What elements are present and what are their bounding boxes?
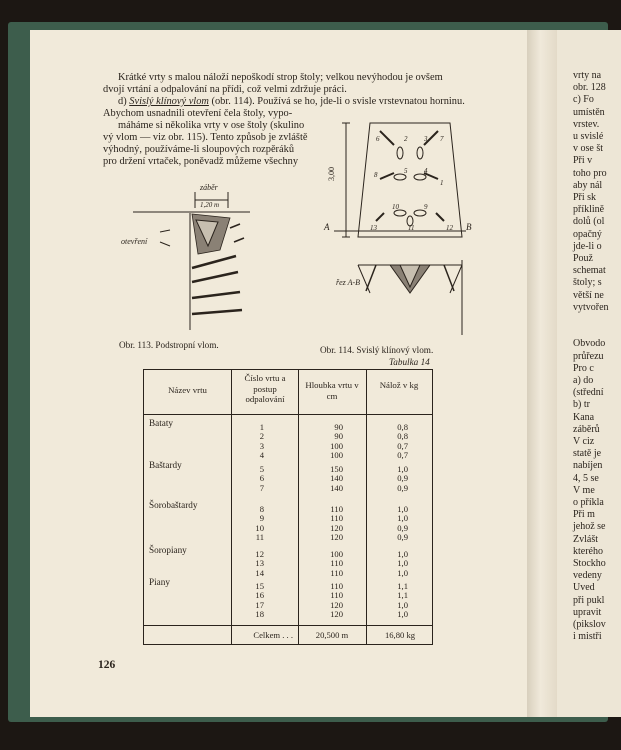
- table-cell: 7: [259, 482, 264, 493]
- table-cell: 120: [330, 608, 343, 619]
- right-page-line: obr. 128: [573, 82, 606, 94]
- table-cell: 18: [255, 608, 264, 619]
- right-page-line: vytvořen: [573, 301, 609, 313]
- figure-113-caption: Obr. 113. Podstropní vlom.: [119, 340, 219, 350]
- right-page-line: jde-li o: [573, 240, 602, 252]
- right-page-line: větší ne: [573, 289, 604, 301]
- hole-label: 5: [404, 167, 408, 175]
- total-label: Celkem . . .: [253, 630, 293, 640]
- right-page-line: při pukl: [573, 594, 605, 606]
- table-cell: 10: [255, 522, 264, 533]
- table-cell: 140: [330, 482, 343, 493]
- right-page-line: opačný: [573, 228, 602, 240]
- group-name: Bataty: [149, 418, 173, 428]
- table-cell: 2: [259, 431, 264, 442]
- table-cell: 12: [255, 549, 264, 559]
- table-cell: 100: [330, 549, 343, 559]
- col-header: Číslo vrtu a postup odpalování: [244, 373, 286, 404]
- hole-label: 6: [376, 135, 380, 143]
- table-rule: [144, 414, 432, 415]
- right-page-line: Uved: [573, 582, 595, 594]
- total-depth: 20,500 m: [315, 630, 349, 640]
- table-cell: 110: [330, 504, 343, 514]
- table-cell: 150: [330, 464, 343, 474]
- hole-label: 7: [440, 135, 444, 143]
- table-cell: 1,0: [397, 504, 408, 514]
- table-cell: 1,0: [397, 599, 408, 610]
- right-page: [557, 30, 621, 717]
- right-page-line: V ciz: [573, 436, 595, 447]
- group-name: Baštardy: [149, 460, 182, 470]
- hole-label: 3: [424, 135, 428, 143]
- table-cell: 14: [255, 567, 264, 578]
- right-page-line: Při sk: [573, 192, 597, 203]
- table-cell: 1,1: [397, 581, 408, 591]
- hole-label: 2: [404, 135, 408, 143]
- table-cell: 110: [330, 567, 343, 578]
- table-cell: 1,0: [397, 558, 408, 569]
- table-cell: 6: [259, 473, 264, 484]
- right-page-line: vrstev.: [573, 118, 600, 130]
- table-title: Tabulka 14: [389, 357, 430, 367]
- group-name: Piany: [149, 577, 170, 587]
- hole-label: 10: [392, 203, 399, 211]
- table-cell: 0,8: [397, 422, 408, 432]
- table-cell: 0,9: [397, 531, 408, 542]
- figure-113-drawing: [100, 180, 260, 335]
- table-cell: 110: [330, 513, 343, 524]
- right-page-line: Při v: [573, 155, 593, 167]
- table-cell: 110: [330, 581, 343, 591]
- table-rule: [298, 370, 299, 644]
- table-cell: 0,7: [397, 440, 408, 451]
- table-cell: 120: [330, 531, 343, 542]
- hole-label: 8: [374, 171, 378, 179]
- label-otevreni: otevření: [121, 237, 148, 246]
- table-cell: 11: [255, 531, 264, 542]
- group-name: Šorobaštardy: [149, 500, 198, 510]
- label-height: 3,00: [327, 167, 336, 181]
- paragraph-line: pro držení vrtaček, poněvadž můžeme všechny: [103, 156, 299, 167]
- right-page-line: (pikslov: [573, 619, 606, 630]
- col-header: Hloubka vrtu v cm: [305, 380, 359, 401]
- table-cell: 4: [259, 449, 264, 460]
- table-cell: 90: [334, 431, 343, 442]
- col-header: Nálož v kg: [379, 380, 419, 390]
- right-page-line: jehož se: [573, 521, 606, 533]
- right-page-line: statě je: [573, 448, 602, 460]
- figure-114-caption: Obr. 114. Svislý klínový vlom.: [320, 345, 434, 355]
- right-page-line: i mistři: [573, 631, 602, 643]
- hole-label: 12: [446, 224, 453, 232]
- figure-114-drawing: [320, 115, 470, 345]
- table-cell: 15: [255, 581, 264, 591]
- section-heading-line: [118, 96, 465, 108]
- right-page-line: záběrů: [573, 423, 600, 435]
- table-cell: 1,1: [397, 590, 408, 601]
- table-cell: 5: [259, 464, 264, 474]
- label-section: řez A-B: [336, 278, 361, 287]
- paragraph-line: vý vlom — viz obr. 115). Tento způsob je zvláště: [103, 132, 308, 143]
- right-page-line: 4, 5 se: [573, 472, 599, 484]
- right-page-line: schemat: [573, 265, 606, 277]
- table-cell: 140: [330, 473, 343, 484]
- table-cell: 110: [330, 558, 343, 569]
- hole-label: 13: [370, 224, 377, 232]
- table-cell: 0,7: [397, 449, 408, 460]
- table-cell: 110: [330, 590, 343, 601]
- group-name: Šoropiany: [149, 545, 187, 555]
- table-cell: 1: [259, 422, 264, 432]
- col-header: Název vrtu: [168, 385, 207, 395]
- paragraph-line: dvojí vrtání a odpalování na přídi, což velmi zdržuje práci.: [103, 84, 347, 95]
- table-cell: 0,8: [397, 431, 408, 442]
- section-heading: Svislý klínový vlom: [129, 96, 209, 107]
- right-page-line: u svislé: [573, 131, 604, 142]
- hole-label: 1: [440, 179, 444, 187]
- table-cell: 90: [334, 422, 343, 432]
- section-marker: d): [118, 96, 127, 107]
- table-cell: 16: [255, 590, 264, 601]
- label-dim: 1,20 m: [200, 201, 220, 209]
- right-page-line: Obvodo: [573, 338, 606, 350]
- right-page-line: příklině: [573, 204, 605, 216]
- table-cell: 100: [330, 449, 343, 460]
- section-ref: (obr. 114). Používá se ho, jde-li o svisle vrstevnatou horninu.: [211, 96, 465, 107]
- right-page-line: vrty na: [573, 70, 602, 81]
- right-page-line: Při m: [573, 509, 595, 521]
- table-cell: 1,0: [397, 513, 408, 524]
- table-cell: 9: [259, 513, 264, 524]
- table-rule: [144, 625, 432, 626]
- table-cell: 1,0: [397, 608, 408, 619]
- table-cell: 100: [330, 440, 343, 451]
- table-cell: 1,0: [397, 464, 408, 474]
- right-page-line: a) do: [573, 375, 594, 386]
- right-page-line: průřezu: [573, 350, 604, 362]
- right-page-line: dolů (ol: [573, 216, 605, 228]
- label-b: B: [466, 222, 472, 232]
- paragraph-line: Krátké vrty s malou náloží nepoškodí strop štoly; velkou nevýhodou je ovšem: [118, 72, 443, 83]
- right-page-line: v ose št: [573, 143, 603, 155]
- right-page-line: umístěn: [573, 106, 605, 118]
- paragraph-line: výhodný, používáme-li sloupových rozpěráků: [103, 144, 295, 155]
- table-rule: [231, 370, 232, 644]
- table-cell: 0,9: [397, 522, 408, 533]
- table-cell: 17: [255, 599, 264, 610]
- right-page-line: Kana: [573, 411, 595, 423]
- hole-label: 11: [408, 224, 415, 232]
- table-cell: 120: [330, 522, 343, 533]
- right-page-line: b) tr: [573, 399, 590, 411]
- right-page-line: upravit: [573, 606, 602, 618]
- right-page-line: toho pro: [573, 167, 607, 179]
- right-page-line: o příkla: [573, 497, 604, 508]
- hole-label: 9: [424, 203, 428, 211]
- right-page-line: V me: [573, 484, 595, 496]
- right-page-line: Použ: [573, 253, 593, 264]
- paragraph-line: Abychom usnadnili otevření čela štoly, vypo-: [103, 108, 293, 119]
- right-page-line: kterého: [573, 545, 603, 557]
- table-cell: 3: [259, 440, 264, 451]
- table-cell: 1,0: [397, 549, 408, 559]
- right-page-line: (střední: [573, 387, 604, 399]
- table-rule: [366, 370, 367, 644]
- hole-label: 4: [424, 167, 428, 175]
- book-gutter: [527, 30, 557, 717]
- table-cell: 13: [255, 558, 264, 569]
- paragraph-line: máháme si několika vrty v ose štoly (skulino: [118, 120, 305, 131]
- table-cell: 0,9: [397, 473, 408, 484]
- right-page-line: Zvlášt: [573, 533, 598, 545]
- data-table: [143, 369, 433, 645]
- right-page-line: vedeny: [573, 570, 602, 582]
- right-page-line: c) Fo: [573, 94, 594, 106]
- table-cell: 120: [330, 599, 343, 610]
- right-page-line: štoly; s: [573, 277, 602, 289]
- right-page-line: nabíjen: [573, 460, 603, 472]
- table-cell: 0,9: [397, 482, 408, 493]
- label-zaber: záběr: [200, 183, 218, 192]
- label-a: A: [324, 222, 330, 232]
- page-number: 126: [98, 659, 116, 671]
- right-page-line: Stockho: [573, 558, 606, 569]
- right-page-line: Pro c: [573, 362, 594, 374]
- table-cell: 8: [259, 504, 264, 514]
- total-charge: 16,80 kg: [384, 630, 416, 640]
- right-page-line: aby nál: [573, 179, 603, 191]
- table-cell: 1,0: [397, 567, 408, 578]
